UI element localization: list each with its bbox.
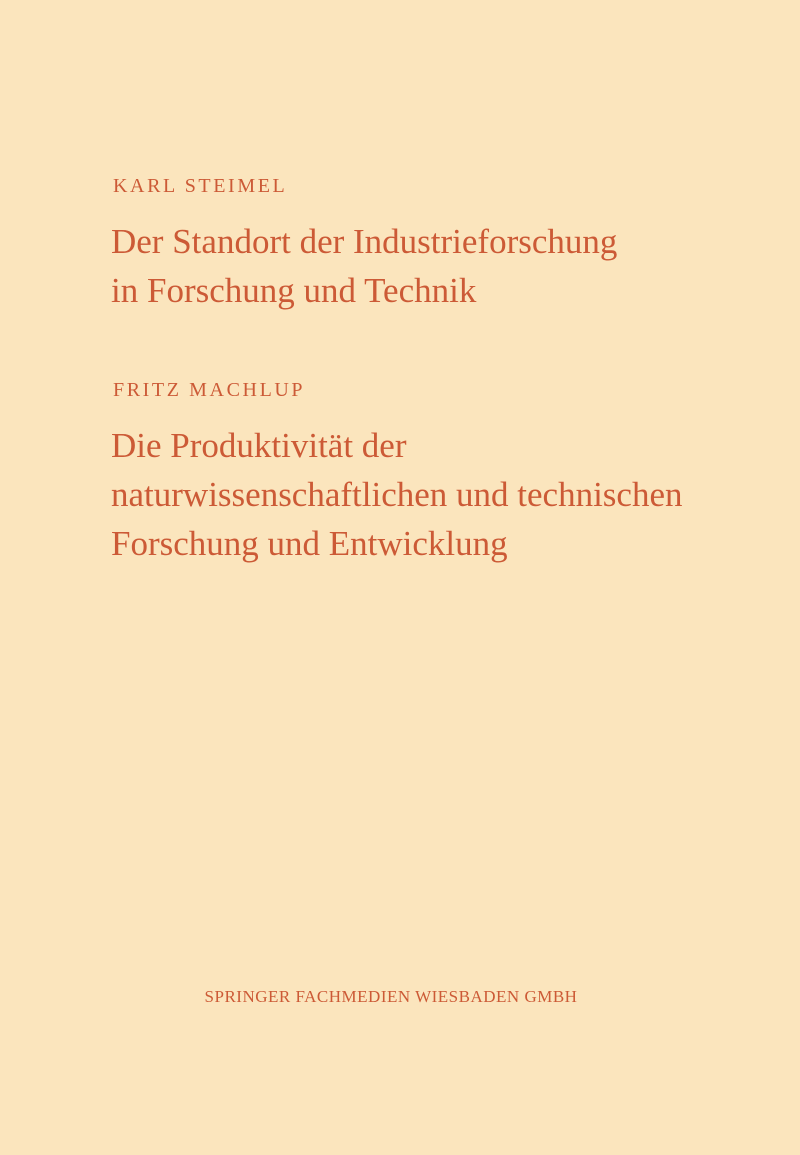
title-line: Die Produktivität der — [111, 426, 407, 465]
publisher-imprint — [0, 986, 800, 1008]
title-line: Forschung und Entwicklung — [111, 524, 508, 563]
publisher-name: SPRINGER FACHMEDIEN WIESBADEN GMBH — [204, 987, 578, 1006]
work-title — [111, 421, 682, 568]
title-line: in Forschung und Technik — [111, 271, 477, 310]
work-title — [111, 217, 617, 315]
author-name: KARL STEIMEL — [113, 175, 288, 197]
title-line: naturwissenschaftlichen und technischen — [111, 475, 683, 514]
title-line: Der Standort der Industrieforschung — [111, 222, 618, 261]
author-name: FRITZ MACHLUP — [113, 379, 306, 401]
